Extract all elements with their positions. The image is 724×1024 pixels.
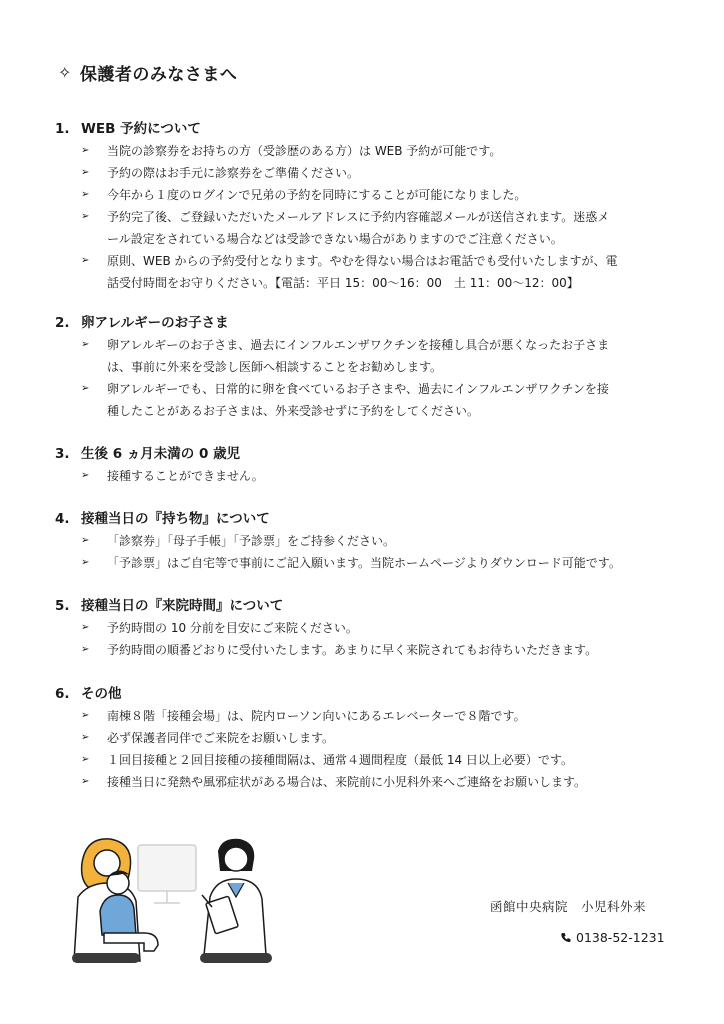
list-item: ➢ 原則、WEB からの予約受付となります。やむを得ない場合はお電話でも受付いたしますが、電 話受付時間をお守りください。【電話：平日 15：00～16：00 土 11：00～12：00】 (55, 250, 685, 294)
section-number: 6. (55, 686, 70, 702)
arrow-bullet-icon: ➢ (81, 535, 90, 546)
section-title: 接種当日の『持ち物』について (81, 511, 270, 527)
arrow-bullet-icon: ➢ (81, 776, 90, 787)
arrow-bullet-icon: ➢ (81, 339, 90, 350)
section-title: その他 (81, 686, 122, 702)
list-item: ➢ 当院の診察券をお持ちの方（受診歴のある方）は WEB 予約が可能です。 (55, 140, 685, 162)
list-item: ➢ 卵アレルギーでも、日常的に卵を食べているお子さまや、過去にインフルエンザワクチンを接 種したことがあるお子さまは、外来受診せずに予約をしてください。 (55, 378, 685, 422)
section-heading (55, 595, 685, 617)
section-number: 5. (55, 598, 70, 614)
section-arrival-time (55, 595, 685, 661)
list-item: ➢ 必ず保護者同伴でご来院をお願いします。 (55, 727, 685, 749)
arrow-bullet-icon: ➢ (81, 470, 90, 481)
section-heading (55, 508, 685, 530)
phone-number: 0138-52-1231 (576, 930, 665, 945)
arrow-bullet-icon: ➢ (81, 383, 90, 394)
section-number: 2. (55, 315, 70, 331)
section-heading (55, 443, 685, 465)
list-item: ➢ 南棟８階「接種会場」は、院内ローソン向いにあるエレベーターで８階です。 (55, 705, 685, 727)
section-number: 4. (55, 511, 70, 527)
section-under-six-months (55, 443, 685, 487)
arrow-bullet-icon: ➢ (81, 622, 90, 633)
section-other (55, 683, 685, 793)
list-item: ➢ 接種することができません。 (55, 465, 685, 487)
section-heading (55, 312, 685, 334)
arrow-bullet-icon: ➢ (81, 754, 90, 765)
arrow-bullet-icon: ➢ (81, 145, 90, 156)
page-title-text: 保護者のみなさまへ (79, 65, 238, 85)
list-item: ➢ 「診察券」「母子手帳」「予診票」をご持参ください。 (55, 530, 685, 552)
list-item: ➢ 卵アレルギーのお子さま、過去にインフルエンザワクチンを接種し具合が悪くなったお子さま は、事前に外来を受診し医師へ相談することをお勧めします。 (55, 334, 685, 378)
list-item: ➢ １回目接種と２回目接種の接種間隔は、通常４週間程度（最低 14 日以上必要）です。 (55, 749, 685, 771)
section-number: 3. (55, 446, 70, 462)
list-item: ➢ 予約時間の順番どおりに受付いたします。あまりに早く来院されてもお待ちいただきます。 (55, 639, 685, 661)
arrow-bullet-icon: ➢ (81, 255, 90, 266)
list-item: ➢ 予約時間の 10 分前を目安にご来院ください。 (55, 617, 685, 639)
arrow-bullet-icon: ➢ (81, 710, 90, 721)
list-item: ➢ 「予診票」はご自宅等で事前にご記入願います。当院ホームページよりダウンロード可能です。 (55, 552, 685, 574)
section-egg-allergy (55, 312, 685, 422)
list-item: ➢ 予約完了後、ご登録いただいたメールアドレスに予約内容確認メールが送信されます。迷惑メ ール設定をされている場合などは受診できない場合がありますのでご注意ください。 (55, 206, 685, 250)
list-item: ➢ 接種当日に発熱や風邪症状がある場合は、来院前に小児科外来へご連絡をお願いします。 (55, 771, 685, 793)
section-heading (55, 118, 685, 140)
arrow-bullet-icon: ➢ (81, 644, 90, 655)
arrow-bullet-icon: ➢ (81, 167, 90, 178)
section-title: 生後 6 ヵ月未満の 0 歳児 (81, 446, 241, 462)
section-belongings (55, 508, 685, 574)
sparkle-icon: ✧ (58, 63, 72, 82)
section-number: 1. (55, 121, 70, 137)
page-title (58, 60, 237, 85)
arrow-bullet-icon: ➢ (81, 211, 90, 222)
list-item: ➢ 予約の際はお手元に診察券をご準備ください。 (55, 162, 685, 184)
arrow-bullet-icon: ➢ (81, 732, 90, 743)
section-title: 卵アレルギーのお子さま (81, 315, 229, 331)
section-web-reservation (55, 118, 685, 294)
section-title: 接種当日の『来院時間』について (81, 598, 284, 614)
arrow-bullet-icon: ➢ (81, 557, 90, 568)
arrow-bullet-icon: ➢ (81, 189, 90, 200)
phone-icon (560, 932, 572, 944)
hospital-department: 函館中央病院 小児科外来 (490, 899, 647, 914)
phone-contact (560, 930, 665, 945)
section-title: WEB 予約について (81, 121, 201, 137)
parent-child-doctor-illustration (60, 825, 285, 975)
section-heading (55, 683, 685, 705)
list-item: ➢ 今年から１度のログインで兄弟の予約を同時にすることが可能になりました。 (55, 184, 685, 206)
